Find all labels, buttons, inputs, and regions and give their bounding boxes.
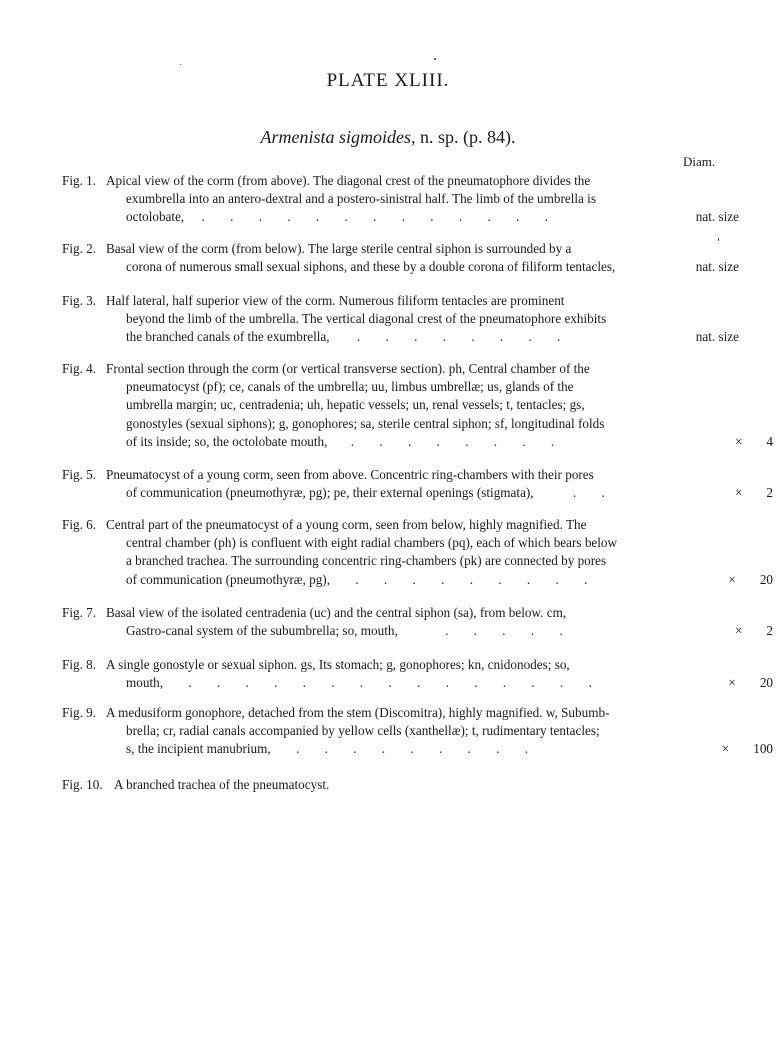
times-sign: × [734,433,743,449]
magnification-value [663,484,773,502]
magnification-value [663,571,773,589]
figure-entry [62,240,739,276]
figure-text-line [126,328,664,346]
dot-leader: . . . . . . . . . . . . . [201,209,548,225]
figure-label: Fig. 7. [62,605,97,620]
figure-text-tail: of its inside; so, the octolobate mouth, [126,433,328,449]
figure-text-line: beyond the limb of the umbrella. The vertical diagonal crest of the pneumatophore exhibits [126,311,607,327]
figure-text-line: a branched trachea. The surrounding concentric ring-chambers (pk) are connected by pores [126,553,607,569]
magnification-value [663,622,773,640]
figure-text-line: Central part of the pneumatocyst of a young corm, seen from below, highly magnified. The [106,517,587,532]
figure-label: Fig. 8. [62,657,97,672]
figure-label: Fig. 3. [62,293,97,308]
figure-text-line: Apical view of the corm (from above). The diagonal crest of the pneumatophore divides the [106,173,591,188]
magnification-number: 20 [759,675,773,691]
dot-leader: . . . . . . . . [356,329,561,345]
figure-text-line: Frontal section through the corm (or vertical transverse section). ph, Central chamber of the [106,361,590,376]
figure-label: Fig. 10. [62,777,103,792]
figure-text-line [126,740,664,758]
figure-text-line [126,571,664,589]
times-sign: × [734,485,743,501]
magnification-value: nat. size [695,209,739,225]
figure-text-line: corona of numerous small sexual siphons, and these by a double corona of filiform tentacles, [126,259,616,275]
times-sign: × [721,741,730,757]
figure-text-line [126,674,664,692]
plate-title: PLATE XLIII. [326,70,450,91]
figure-label: Fig. 6. [62,517,97,532]
magnification-number: 20 [759,571,773,587]
figure-label: Fig. 1. [62,173,97,188]
print-speck [434,58,436,60]
dot-leader: . . . . . . . . [350,433,555,449]
figure-text-line: brella; cr, radial canals accompanied by yellow cells (xanthellæ); t, rudimentary tentacles; [126,723,600,739]
figure-text-line: Basal view of the corm (from below). The large sterile central siphon is surrounded by a [106,241,572,256]
magnification-number: 100 [753,741,773,757]
figure-text-line: Pneumatocyst of a young corm, seen from above. Concentric ring-chambers with their pores [106,467,594,482]
print-speck [180,64,181,65]
magnification-value [663,674,773,692]
figure-entry [62,466,773,502]
times-sign: × [728,675,736,691]
figure-label: Fig. 4. [62,361,97,376]
species-name: Armenista sigmoides, [260,127,416,147]
figure-entry [62,776,727,794]
figure-entry [62,516,773,589]
figure-entry [62,292,739,347]
times-sign: × [728,571,736,587]
figure-entry [62,172,739,227]
diameter-column-header: Diam. [683,154,716,169]
figure-text-tail: s, the incipient manubrium, [126,741,271,757]
figure-text-tail: of communication (pneumothyræ, pg), [126,571,331,587]
figure-entry [62,604,773,640]
magnification-value: nat. size [695,329,739,345]
species-reference: n. sp. (p. 84). [420,127,516,147]
figure-text-tail: the branched canals of the exumbrella, [126,329,330,345]
magnification-number: 2 [766,623,773,639]
figure-text-line [126,433,664,451]
figure-text-line: gonostyles (sexual siphons); g, gonophores; sa, sterile central siphon; sf, longitudinal folds [126,415,605,431]
figure-text-line: pneumatocyst (pf); ce, canals of the umbrella; uu, limbus umbrellæ; us, glands of the [126,379,574,395]
figure-text-line: Half lateral, half superior view of the corm. Numerous filiform tentacles are prominent [106,293,565,308]
magnification-value [663,433,773,451]
plate-subtitle [0,127,776,148]
figure-entry [62,704,773,759]
figure-text-line: central chamber (ph) is confluent with eight radial chambers (pq), each of which bears below [126,535,618,551]
dot-leader: . . . . . . . . . . . . . . . [188,675,592,691]
figure-entry [62,360,773,451]
figure-label: Fig. 9. [62,705,97,720]
figure-text-line [126,484,664,502]
magnification-value [663,740,773,758]
figure-label: Fig. 2. [62,241,97,256]
figure-text-tail: octolobate, [126,209,185,225]
figure-entry [62,656,773,692]
magnification-value: nat. size [695,259,739,275]
figure-text-line [126,208,664,226]
dot-leader: . . . . . [445,623,563,639]
magnification-number: 2 [766,485,773,501]
figure-text-line: A single gonostyle or sexual siphon. gs, Its stomach; g, gonophores; kn, cnidonodes; so, [106,657,570,672]
figure-text-line: exumbrella into an antero-dextral and a postero-sinistral half. The limb of the umbrella is [126,191,596,207]
times-sign: × [734,623,743,639]
dot-leader: . . . . . . . . . [355,571,588,587]
dot-leader: . . . . . . . . . [295,741,529,757]
figure-text-line: A branched trachea of the pneumatocyst. [114,777,330,792]
figure-text-tail: mouth, [126,675,163,691]
figure-text-tail: Gastro-canal system of the subumbrella; so, mouth, [126,623,398,639]
figure-label: Fig. 5. [62,467,97,482]
figure-text-line: Basal view of the isolated centradenia (uc) and the central siphon (sa), from below. cm, [106,605,567,620]
figure-text-line [126,622,664,640]
magnification-number: 4 [766,433,773,449]
figure-text-tail: of communication (pneumothyræ, pg); pe, their external openings (stigmata), [126,485,534,501]
figure-text-line: A medusiform gonophore, detached from the stem (Discomitra), highly magnified. w, Subumb- [106,705,610,720]
figure-text-line: umbrella margin; uc, centradenia; uh, hepatic vessels; un, renal vessels; t, tentacles; gs, [126,397,585,413]
dot-leader: . . [572,485,605,501]
